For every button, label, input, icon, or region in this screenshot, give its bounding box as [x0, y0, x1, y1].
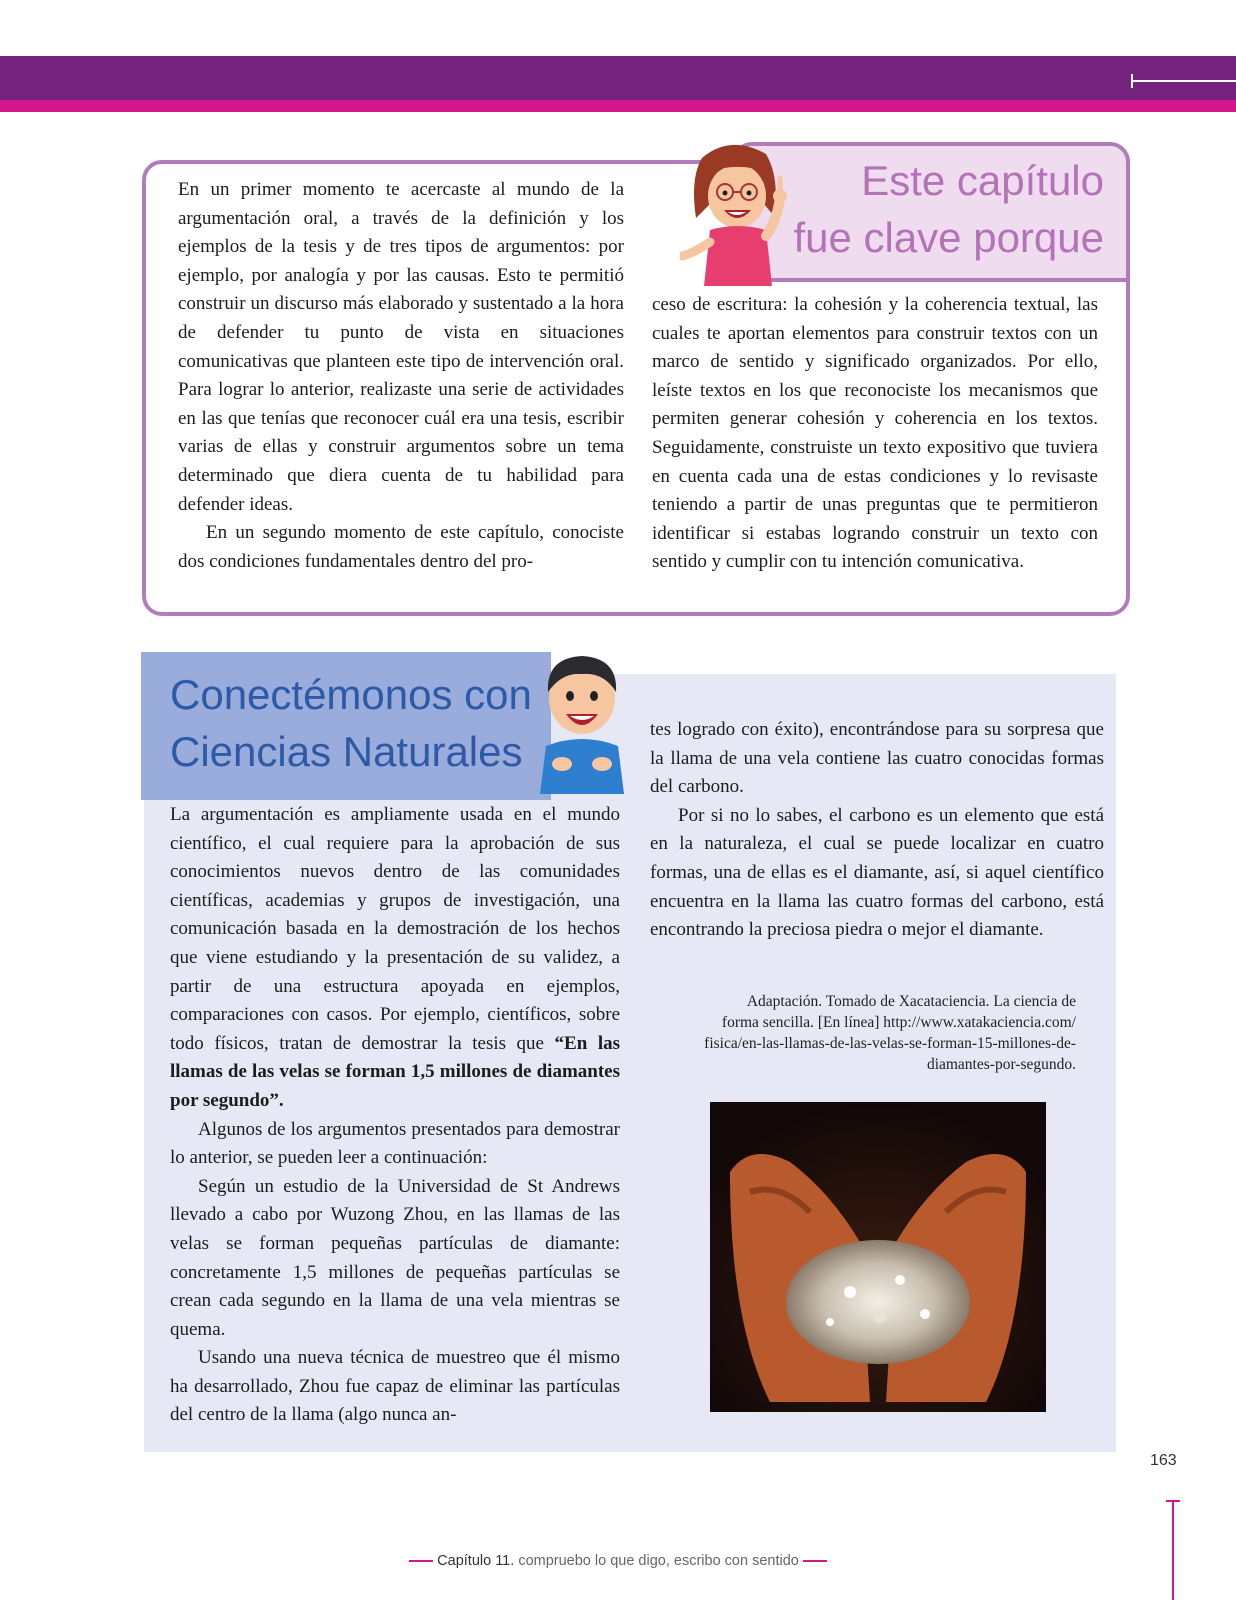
connect-paragraph-1-text: La argumentación es ampliamente usada en el mundo científico, el cual requiere para la aprobación de sus conocimientos nuevos dentro de las comunidades científicas, academias y grupos de investigación, una comunicación basada en la demostración de los hechos que viene estudiando y la presentación de su validez, a partir de una estructura apoyada en ejemplos, comparaciones con casos. Por ejemplo, científicos, sobre todo físicos, tratan de demostrar la tesis que — [170, 804, 620, 1054]
connect-right-column — [650, 716, 1104, 945]
connect-paragraph-1 — [170, 801, 620, 1116]
connect-paragraph-2: Algunos de los argumentos presentados para demostrar lo anterior, se pueden leer a continuación: — [170, 1118, 620, 1169]
summary-paragraph-1: En un primer momento te acercaste al mundo de la argumentación oral, a través de la definición y los ejemplos de la tesis y de tres tipos de argumentos: por ejemplo, por analogía y por las causas. Esto te permitió construir un discurso más elaborado y sustentado a la hora de defender tu punto de vista en situaciones comunicativas que planteen este tipo de intervención oral. Para lograr lo anterior, realizaste una serie de actividades en las que tenías que reconocer cuál era una tesis, escribir varias de ellas y construir argumentos sobre un tema determinado que diera cuenta de tu habilidad para defender ideas. — [178, 179, 624, 515]
connect-title-line1: Conectémonos con — [170, 671, 532, 718]
connect-title — [170, 666, 550, 780]
page-number: 163 — [1150, 1452, 1177, 1469]
summary-paragraph-3: ceso de escritura: la cohesión y la coherencia textual, las cuales te aportan elementos para construir textos con un marco de sentido y significado organizados. Por ello, leíste textos en los que reconociste los mecanismos que permiten generar cohesión y coherencia en los textos. Seguidamente, construiste un texto expositivo que tuviera en cuenta cada una de estas condiciones y lo revisaste teniendo a partir de unas preguntas que te permitieron identificar si estabas logrando construir un texto con sentido y cumplir con tu intención comunicativa. — [652, 294, 1098, 573]
footer-left-bar — [409, 1560, 433, 1562]
footer-right-bar — [803, 1560, 827, 1562]
footer-subtitle: compruebo lo que digo, escribo con sentido — [518, 1553, 799, 1569]
source-line-2: forma sencilla. [En línea] http://www.xatakaciencia.com/ — [721, 1014, 1076, 1031]
connect-paragraph-5: tes logrado con éxito), encontrándose para su sorpresa que la llama de una vela contiene las cuatro conocidas formas del carbono. — [650, 719, 1104, 798]
header-stripe — [0, 100, 1236, 112]
source-line-4: diamantes-por-segundo. — [926, 1056, 1076, 1073]
connect-paragraph-6: Por si no lo sabes, el carbono es un elemento que está en la naturaleza, el cual se puede localizar en cuatro formas, una de ellas es el diamante, así, si aquel científico encuentra en la llama las cuatro formas del carbono, está encontrando la preciosa piedra o mejor el diamante. — [650, 804, 1104, 941]
side-rule — [1172, 1500, 1174, 1600]
summary-paragraph-2: En un segundo momento de este capítulo, conociste dos condiciones fundamentales dentro del pro- — [178, 522, 624, 572]
header-rule-tick — [1131, 74, 1133, 88]
connect-left-column — [170, 801, 620, 1430]
girl-character-illustration — [680, 138, 800, 286]
connect-thesis-bold: “En las llamas de las velas se forman 1,5 millones de diamantes por segundo”. — [170, 1032, 620, 1111]
footer — [0, 1553, 1236, 1569]
boy-character-illustration — [532, 646, 632, 794]
summary-title-line1: Este capítulo — [861, 157, 1104, 204]
footer-chapter: Capítulo 11. — [437, 1553, 515, 1569]
diamonds-in-hands-photo — [710, 1102, 1046, 1412]
summary-right-column — [652, 291, 1098, 577]
source-line-1: Adaptación. Tomado de Xacataciencia. La ciencia de — [746, 993, 1076, 1010]
summary-title — [770, 152, 1104, 266]
connect-paragraph-4: Usando una nueva técnica de muestreo que él mismo ha desarrollado, Zhou fue capaz de eliminar las partículas del centro de la llama (algo nunca an- — [170, 1347, 620, 1426]
header-band — [0, 56, 1236, 100]
connect-title-line2: Ciencias Naturales — [170, 728, 523, 775]
source-line-3: fisica/en-las-llamas-de-las-velas-se-forman-15-millones-de- — [704, 1035, 1076, 1052]
summary-title-line2: fue clave porque — [793, 214, 1104, 261]
connect-paragraph-3: Según un estudio de la Universidad de St Andrews llevado a cabo por Wuzong Zhou, en las llamas de las velas se forman pequeñas partículas de diamante: concretamente 1,5 millones de pequeñas partículas se crean cada segundo en la llama de una vela mientras se quema. — [170, 1175, 620, 1340]
summary-left-column — [178, 176, 624, 576]
header-rule — [1133, 80, 1236, 82]
side-rule-tick — [1166, 1500, 1180, 1502]
source-citation — [640, 991, 1076, 1075]
